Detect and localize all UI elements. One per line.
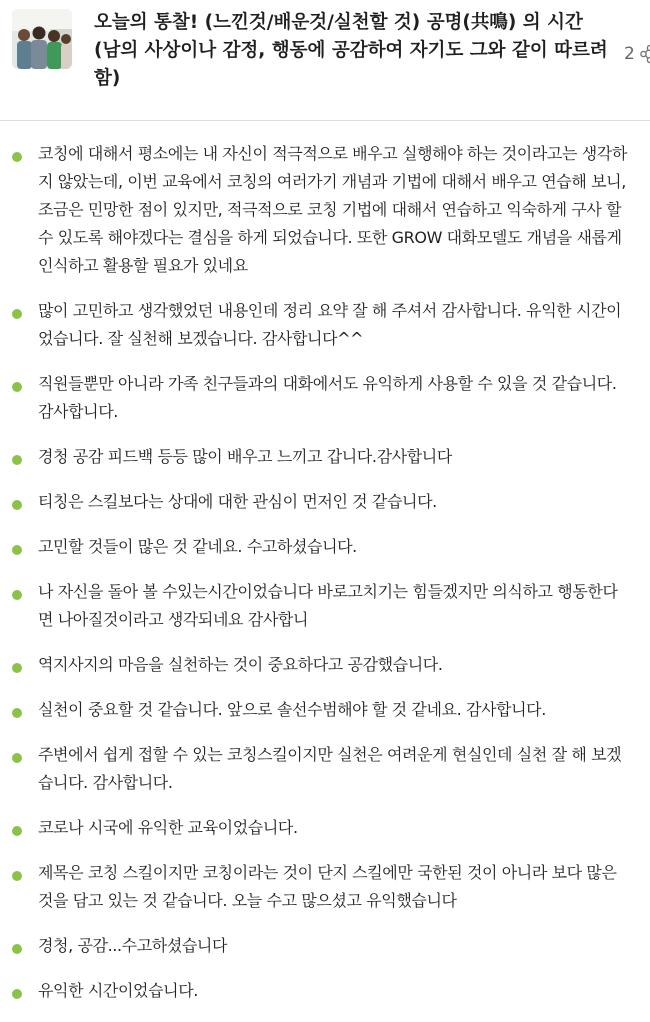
comment-text: 실천이 중요할 것 같습니다. 앞으로 솔선수범해야 할 것 같네요. 감사합니다. — [38, 700, 546, 719]
comment-item — [0, 814, 650, 842]
comment-item — [0, 977, 650, 1005]
bullet-dot-icon — [12, 545, 22, 555]
comment-item — [0, 488, 650, 516]
comment-text: 고민할 것들이 많은 것 같네요. 수고하셨습니다. — [38, 537, 357, 556]
bullet-dot-icon — [12, 944, 22, 954]
comment-item — [0, 297, 650, 353]
comment-item — [0, 140, 650, 280]
comment-text: 나 자신을 돌아 볼 수있는시간이었습니다 바로고치기는 힘들겠지만 의식하고 행동한다면 나아질것이라고 생각되네요 감사합니 — [38, 582, 618, 629]
comment-item — [0, 741, 650, 797]
post-title: 오늘의 통찰! (느낀것/배운것/실천할 것) 공명(共鳴) 의 시간 (남의 사상이나 감정, 행동에 공감하여 자기도 그와 같이 따르려 함) — [94, 12, 608, 89]
comment-text: 유익한 시간이었습니다. — [38, 981, 198, 1000]
bullet-dot-icon — [12, 871, 22, 881]
comment-text: 많이 고민하고 생각했었던 내용인데 정리 요약 잘 해 주셔서 감사합니다. 유익한 시간이었습니다. 잘 실천해 보겠습니다. 감사합니다^^ — [38, 301, 622, 348]
comment-item — [0, 443, 650, 471]
comment-text: 코칭에 대해서 평소에는 내 자신이 적극적으로 배우고 실행해야 하는 것이라고는 생각하지 않았는데, 이번 교육에서 코칭의 여러가기 개념과 기법에 대해서 배우고 연습해 보니, 조금은 민망한 점이 있지만, 적극적으로 코칭 기법에 대해서 연습하고 익숙하게 구사 할 수 있도록 해야겠다는 결심을 하게 되었습니다. 또한 GROW 대화모델도 개념을 새롭게 인식하고 활용할 필요가 있네요 — [38, 144, 627, 275]
comment-text: 경청 공감 피드백 등등 많이 배우고 느끼고 갑니다.감사합니다 — [38, 447, 452, 466]
bullet-dot-icon — [12, 590, 22, 600]
comment-list — [0, 140, 650, 1022]
comment-item — [0, 533, 650, 561]
comment-item — [0, 651, 650, 679]
bullet-dot-icon — [12, 500, 22, 510]
bullet-dot-icon — [12, 382, 22, 392]
group-photo-thumbnail[interactable] — [12, 9, 72, 69]
post-header — [0, 0, 650, 121]
comment-text: 경청, 공감...수고하셨습니다 — [38, 936, 228, 955]
bullet-dot-icon — [12, 753, 22, 763]
reply-count: 2 — [624, 44, 635, 64]
share-icon[interactable] — [640, 44, 650, 64]
bullet-dot-icon — [12, 455, 22, 465]
comment-item — [0, 696, 650, 724]
comment-item — [0, 859, 650, 915]
comment-text: 역지사지의 마음을 실천하는 것이 중요하다고 공감했습니다. — [38, 655, 443, 674]
bullet-dot-icon — [12, 152, 22, 162]
comment-text: 주변에서 쉽게 접할 수 있는 코칭스킬이지만 실천은 여려운게 현실인데 실천 잘 해 보겠습니다. 감사합니다. — [38, 745, 622, 792]
bullet-dot-icon — [12, 708, 22, 718]
comment-text: 제목은 코칭 스킬이지만 코칭이라는 것이 단지 스킬에만 국한된 것이 아니라 보다 많은 것을 담고 있는 것 같습니다. 오늘 수고 많으셨고 유익했습니다 — [38, 863, 617, 910]
comment-item — [0, 932, 650, 960]
comment-item — [0, 578, 650, 634]
comment-item — [0, 370, 650, 426]
bullet-dot-icon — [12, 309, 22, 319]
bullet-dot-icon — [12, 989, 22, 999]
comment-text: 코로나 시국에 유익한 교육이었습니다. — [38, 818, 298, 837]
bullet-dot-icon — [12, 663, 22, 673]
comment-text: 티칭은 스킬보다는 상대에 대한 관심이 먼저인 것 같습니다. — [38, 492, 437, 511]
bullet-dot-icon — [12, 826, 22, 836]
comment-text: 직원들뿐만 아니라 가족 친구들과의 대화에서도 유익하게 사용할 수 있을 것 같습니다. 감사합니다. — [38, 374, 617, 421]
